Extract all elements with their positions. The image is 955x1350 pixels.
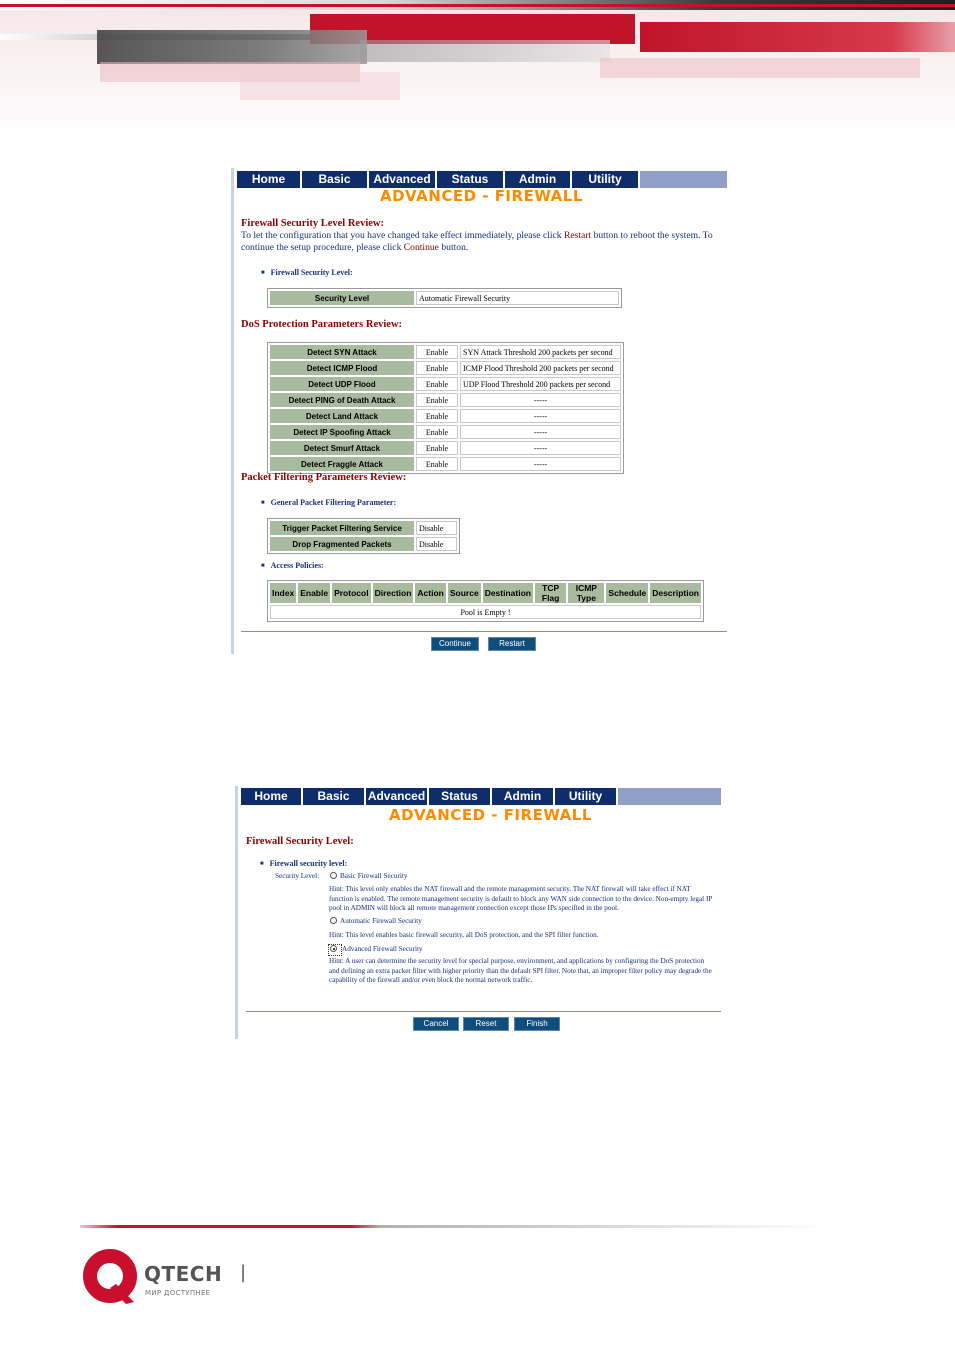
tab-status[interactable]: Status: [429, 788, 492, 805]
nav-filler: [640, 171, 727, 188]
continue-button[interactable]: Continue: [431, 637, 479, 651]
security-level-table: [267, 288, 622, 308]
firewall-level-screenshot: [235, 786, 721, 1039]
page-title: ADVANCED - FIREWALL: [380, 187, 583, 205]
pf-param-name: Trigger Packet Filtering Service: [270, 521, 414, 535]
policy-column-header: Enable: [298, 583, 330, 603]
tab-basic[interactable]: Basic: [303, 788, 366, 805]
dos-attack-name: Detect PING of Death Attack: [270, 393, 414, 407]
option-advanced-hint: Hint: A user can determine the security level for special purpose, environment, and applications by configuring the DoS protection and defining an extra packet filter with higher priority than the default SPI filter. Note that, an improper filter policy may degrade the capability of the firewall and/or even block the normal network traffic.: [329, 957, 712, 985]
dos-attack-status: Enable: [416, 409, 458, 423]
nav-filler: [618, 788, 721, 805]
security-review-heading: Firewall Security Level Review:: [241, 218, 384, 229]
page-header-banner: [0, 0, 955, 140]
tab-advanced[interactable]: Advanced: [369, 171, 437, 188]
finish-button[interactable]: Finish: [514, 1017, 560, 1031]
intro-part3: button.: [438, 242, 469, 253]
policy-column-header: ICMP Type: [568, 583, 604, 603]
brand-tagline: МИР ДОСТУПНЕЕ: [145, 1289, 211, 1297]
reset-button[interactable]: Reset: [463, 1017, 509, 1031]
top-nav: [237, 171, 727, 188]
table-row: [270, 441, 621, 455]
dos-attack-status: Enable: [416, 457, 458, 471]
table-row: [270, 345, 621, 359]
dos-attack-name: Detect Smurf Attack: [270, 441, 414, 455]
option-automatic-label: Automatic Firewall Security: [340, 917, 422, 925]
general-pf-bullet: ■ General Packet Filtering Parameter:: [261, 498, 396, 507]
table-row: [270, 361, 621, 375]
firewall-review-screenshot: [231, 168, 727, 654]
dos-attack-detail: ICMP Flood Threshold 200 packets per second: [460, 361, 621, 375]
dos-attack-status: Enable: [416, 441, 458, 455]
policy-column-header: Index: [270, 583, 296, 603]
dos-attack-detail: -----: [460, 457, 621, 471]
dos-attack-detail: SYN Attack Threshold 200 packets per second: [460, 345, 621, 359]
option-basic-label: Basic Firewall Security: [340, 872, 408, 880]
policy-column-header: Source: [448, 583, 481, 603]
table-row: [270, 605, 701, 619]
dos-attack-status: Enable: [416, 425, 458, 439]
intro-part1: To let the configuration that you have changed take effect immediately, please click: [241, 230, 564, 241]
packet-filter-table: [267, 518, 460, 554]
footer-separator: |: [240, 1262, 247, 1283]
policy-column-header: Protocol: [332, 583, 370, 603]
tab-advanced[interactable]: Advanced: [366, 788, 429, 805]
radio-automatic[interactable]: [330, 917, 337, 924]
table-row: [270, 291, 619, 305]
policy-header-row: [270, 583, 701, 603]
policy-column-header: Destination: [483, 583, 533, 603]
policy-column-header: Schedule: [606, 583, 648, 603]
intro-continue-word: Continue: [403, 242, 439, 253]
table-row: [270, 457, 621, 471]
security-level-heading: Firewall Security Level:: [246, 836, 354, 847]
option-basic-hint: Hint: This level only enables the NAT firewall and the remote management security. The NAT firewall will take effect if NAT function is enabled. The remote management security is default to block any WAN side connection to the device. Non-empty legal IP pool in ADMIN will block all remote management connection except those IPs specified in the pool.: [329, 885, 713, 913]
table-row: [270, 377, 621, 391]
dos-attack-name: Detect Fraggle Attack: [270, 457, 414, 471]
intro-part2: button to reboot the system. To continue the setup procedure, please click: [241, 230, 713, 253]
dos-attack-detail: -----: [460, 409, 621, 423]
tab-admin[interactable]: Admin: [505, 171, 572, 188]
dos-attack-name: Detect IP Spoofing Attack: [270, 425, 414, 439]
focus-outline: [328, 944, 342, 956]
dos-attack-detail: -----: [460, 425, 621, 439]
dos-attack-status: Enable: [416, 377, 458, 391]
dos-review-heading: DoS Protection Parameters Review:: [241, 319, 403, 330]
option-basic[interactable]: [330, 872, 715, 882]
option-advanced-label: Advanced Firewall Security: [342, 945, 423, 953]
pf-param-value: Disable: [416, 537, 457, 551]
tab-basic[interactable]: Basic: [302, 171, 369, 188]
dos-attack-status: Enable: [416, 393, 458, 407]
table-row: [270, 521, 457, 535]
option-automatic-hint: Hint: This level enables basic firewall security, all DoS protection, and the SPI filter function.: [329, 931, 599, 939]
security-level-bullet: ■ Firewall Security Level:: [261, 268, 353, 277]
dos-attack-status: Enable: [416, 361, 458, 375]
policy-column-header: Action: [415, 583, 445, 603]
dos-attack-detail: UDP Flood Threshold 200 packets per second: [460, 377, 621, 391]
brand-name: QTECH: [144, 1262, 223, 1286]
tab-home[interactable]: Home: [241, 788, 303, 805]
dos-attack-name: Detect SYN Attack: [270, 345, 414, 359]
qtech-logo-icon: [82, 1248, 140, 1306]
security-level-label: Security Level: [270, 291, 414, 305]
packet-filter-heading: Packet Filtering Parameters Review:: [241, 472, 407, 483]
security-level-value: Automatic Firewall Security: [416, 291, 619, 305]
cancel-button[interactable]: Cancel: [413, 1017, 459, 1031]
tab-home[interactable]: Home: [237, 171, 302, 188]
page-title: ADVANCED - FIREWALL: [389, 806, 592, 824]
policy-column-header: Description: [650, 583, 701, 603]
dos-attack-name: Detect ICMP Flood: [270, 361, 414, 375]
top-nav: [241, 788, 721, 805]
access-policy-table: [267, 580, 704, 622]
divider: [246, 1011, 721, 1012]
intro-restart-word: Restart: [564, 230, 592, 241]
divider: [241, 631, 727, 632]
table-row: [270, 409, 621, 423]
tab-status[interactable]: Status: [437, 171, 505, 188]
option-advanced[interactable]: [328, 944, 715, 956]
security-level-field-label: Security Level:: [275, 872, 320, 880]
dos-attack-name: Detect Land Attack: [270, 409, 414, 423]
table-row: [270, 537, 457, 551]
table-row: [270, 425, 621, 439]
option-automatic[interactable]: [330, 917, 715, 927]
dos-attack-detail: -----: [460, 393, 621, 407]
footer-line: [80, 1225, 830, 1228]
table-row: [270, 393, 621, 407]
pf-param-name: Drop Fragmented Packets: [270, 537, 414, 551]
policy-empty-cell: Pool is Empty !: [270, 605, 701, 619]
radio-advanced[interactable]: [330, 945, 337, 952]
tab-utility[interactable]: Utility: [555, 788, 618, 805]
security-level-bullet: ■ Firewall security level:: [260, 859, 347, 868]
policy-column-header: Direction: [373, 583, 414, 603]
intro-text: [241, 230, 726, 254]
radio-basic[interactable]: [330, 872, 337, 879]
policy-column-header: TCP Flag: [535, 583, 566, 603]
access-policies-bullet: ■ Access Policies:: [261, 561, 324, 570]
tab-utility[interactable]: Utility: [572, 171, 640, 188]
dos-table: [267, 342, 624, 474]
tab-admin[interactable]: Admin: [492, 788, 555, 805]
restart-button[interactable]: Restart: [488, 637, 536, 651]
dos-attack-detail: -----: [460, 441, 621, 455]
pf-param-value: Disable: [416, 521, 457, 535]
dos-attack-name: Detect UDP Flood: [270, 377, 414, 391]
dos-attack-status: Enable: [416, 345, 458, 359]
